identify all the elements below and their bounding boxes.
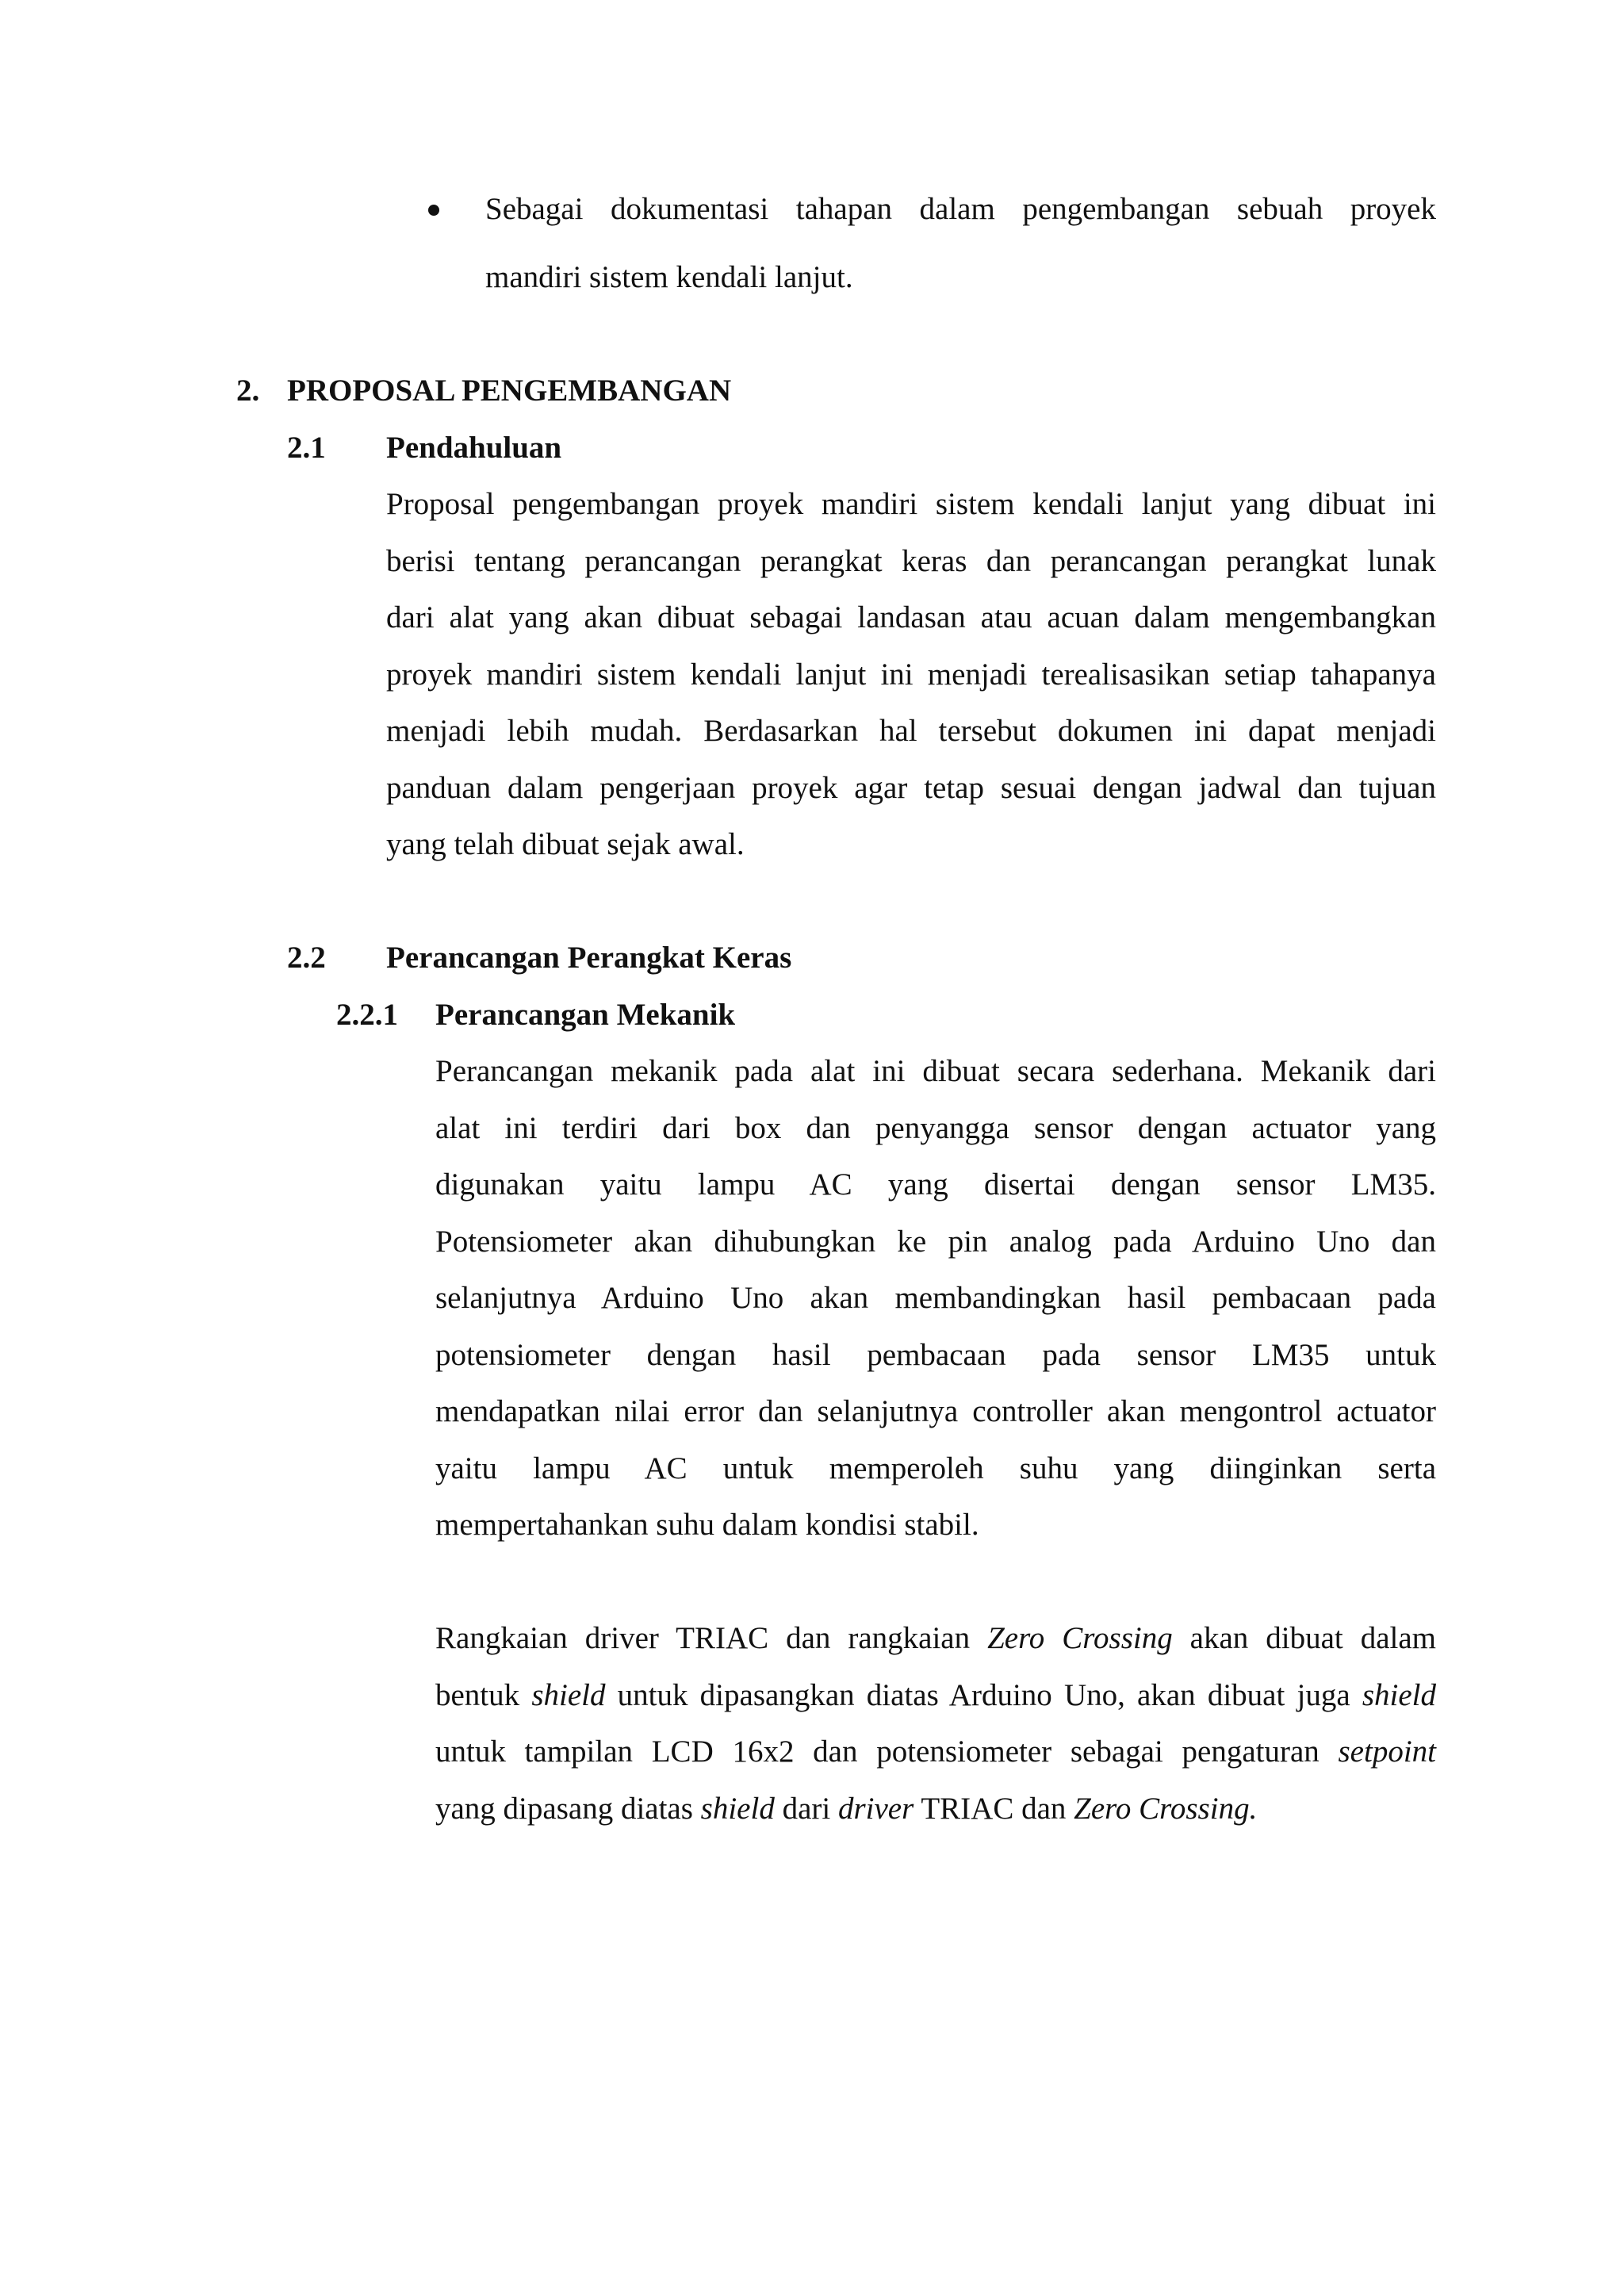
text-run: untuk dipasangkan diatas Arduino Uno, akan dibuat juga <box>605 1678 1362 1712</box>
text-run: bentuk <box>435 1678 532 1712</box>
bullet-text-line-2: mandiri sistem kendali lanjut. <box>485 260 853 294</box>
italic-term: Zero Crossing <box>987 1621 1173 1655</box>
text-run: TRIAC dan <box>914 1792 1074 1826</box>
paragraph-line: alat ini terdiri dari box dan penyangga sensor dengan actuator yang <box>435 1111 1436 1145</box>
text-run: Rangkaian driver TRIAC dan rangkaian <box>435 1621 988 1655</box>
section-2-1-number: 2.1 <box>287 431 326 465</box>
italic-term: driver <box>837 1792 914 1826</box>
paragraph-line <box>435 1677 1436 1714</box>
paragraph-line: panduan dalam pengerjaan proyek agar tetap sesuai dengan jadwal dan tujuan <box>386 771 1436 805</box>
paragraph-line: menjadi lebih mudah. Berdasarkan hal tersebut dokumen ini dapat menjadi <box>386 714 1436 748</box>
paragraph-line: Proposal pengembangan proyek mandiri sistem kendali lanjut yang dibuat ini <box>386 487 1436 521</box>
paragraph-line: Perancangan mekanik pada alat ini dibuat secara sederhana. Mekanik dari <box>435 1054 1436 1088</box>
paragraph-line <box>435 1791 1257 1827</box>
text-run: dari <box>774 1792 838 1826</box>
section-2-number: 2. <box>236 374 260 408</box>
italic-term: Zero Crossing. <box>1074 1792 1258 1826</box>
paragraph-line <box>435 1734 1436 1770</box>
paragraph-line: dari alat yang akan dibuat sebagai landasan atau acuan dalam mengembangkan <box>386 600 1436 634</box>
section-2-2-1-title: Perancangan Mekanik <box>435 998 736 1032</box>
italic-term: shield <box>700 1792 775 1826</box>
italic-term: shield <box>531 1678 606 1712</box>
section-2-title: PROPOSAL PENGEMBANGAN <box>287 374 732 408</box>
paragraph-line: proyek mandiri sistem kendali lanjut ini menjadi terealisasikan setiap tahapanya <box>386 657 1436 692</box>
paragraph-line: mempertahankan suhu dalam kondisi stabil. <box>435 1508 979 1542</box>
text-run: untuk tampilan LCD 16x2 dan potensiometer sebagai pengaturan <box>435 1734 1339 1769</box>
text-run: yang dipasang diatas <box>435 1792 701 1826</box>
paragraph-line: potensiometer dengan hasil pembacaan pada sensor LM35 untuk <box>435 1338 1436 1372</box>
bullet-text-line-1: Sebagai dokumentasi tahapan dalam pengembangan sebuah proyek <box>485 192 1436 226</box>
paragraph-line: Potensiometer akan dihubungkan ke pin analog pada Arduino Uno dan <box>435 1225 1436 1259</box>
bullet-point-icon <box>428 205 439 216</box>
italic-term: setpoint <box>1338 1734 1436 1769</box>
paragraph-line: yang telah dibuat sejak awal. <box>386 827 745 861</box>
section-2-2-number: 2.2 <box>287 941 326 975</box>
paragraph-line: selanjutnya Arduino Uno akan membandingkan hasil pembacaan pada <box>435 1281 1436 1315</box>
paragraph-line: yaitu lampu AC untuk memperoleh suhu yang diinginkan serta <box>435 1451 1436 1485</box>
section-2-1-title: Pendahuluan <box>386 431 562 465</box>
text-run: akan dibuat dalam <box>1172 1621 1436 1655</box>
paragraph-line <box>435 1620 1436 1657</box>
paragraph-line: digunakan yaitu lampu AC yang disertai dengan sensor LM35. <box>435 1167 1436 1202</box>
section-2-2-title: Perancangan Perangkat Keras <box>386 941 792 975</box>
section-2-2-1-number: 2.2.1 <box>336 998 398 1032</box>
paragraph-line: berisi tentang perancangan perangkat keras dan perancangan perangkat lunak <box>386 544 1436 578</box>
paragraph-line: mendapatkan nilai error dan selanjutnya controller akan mengontrol actuator <box>435 1394 1436 1428</box>
italic-term: shield <box>1362 1678 1436 1712</box>
